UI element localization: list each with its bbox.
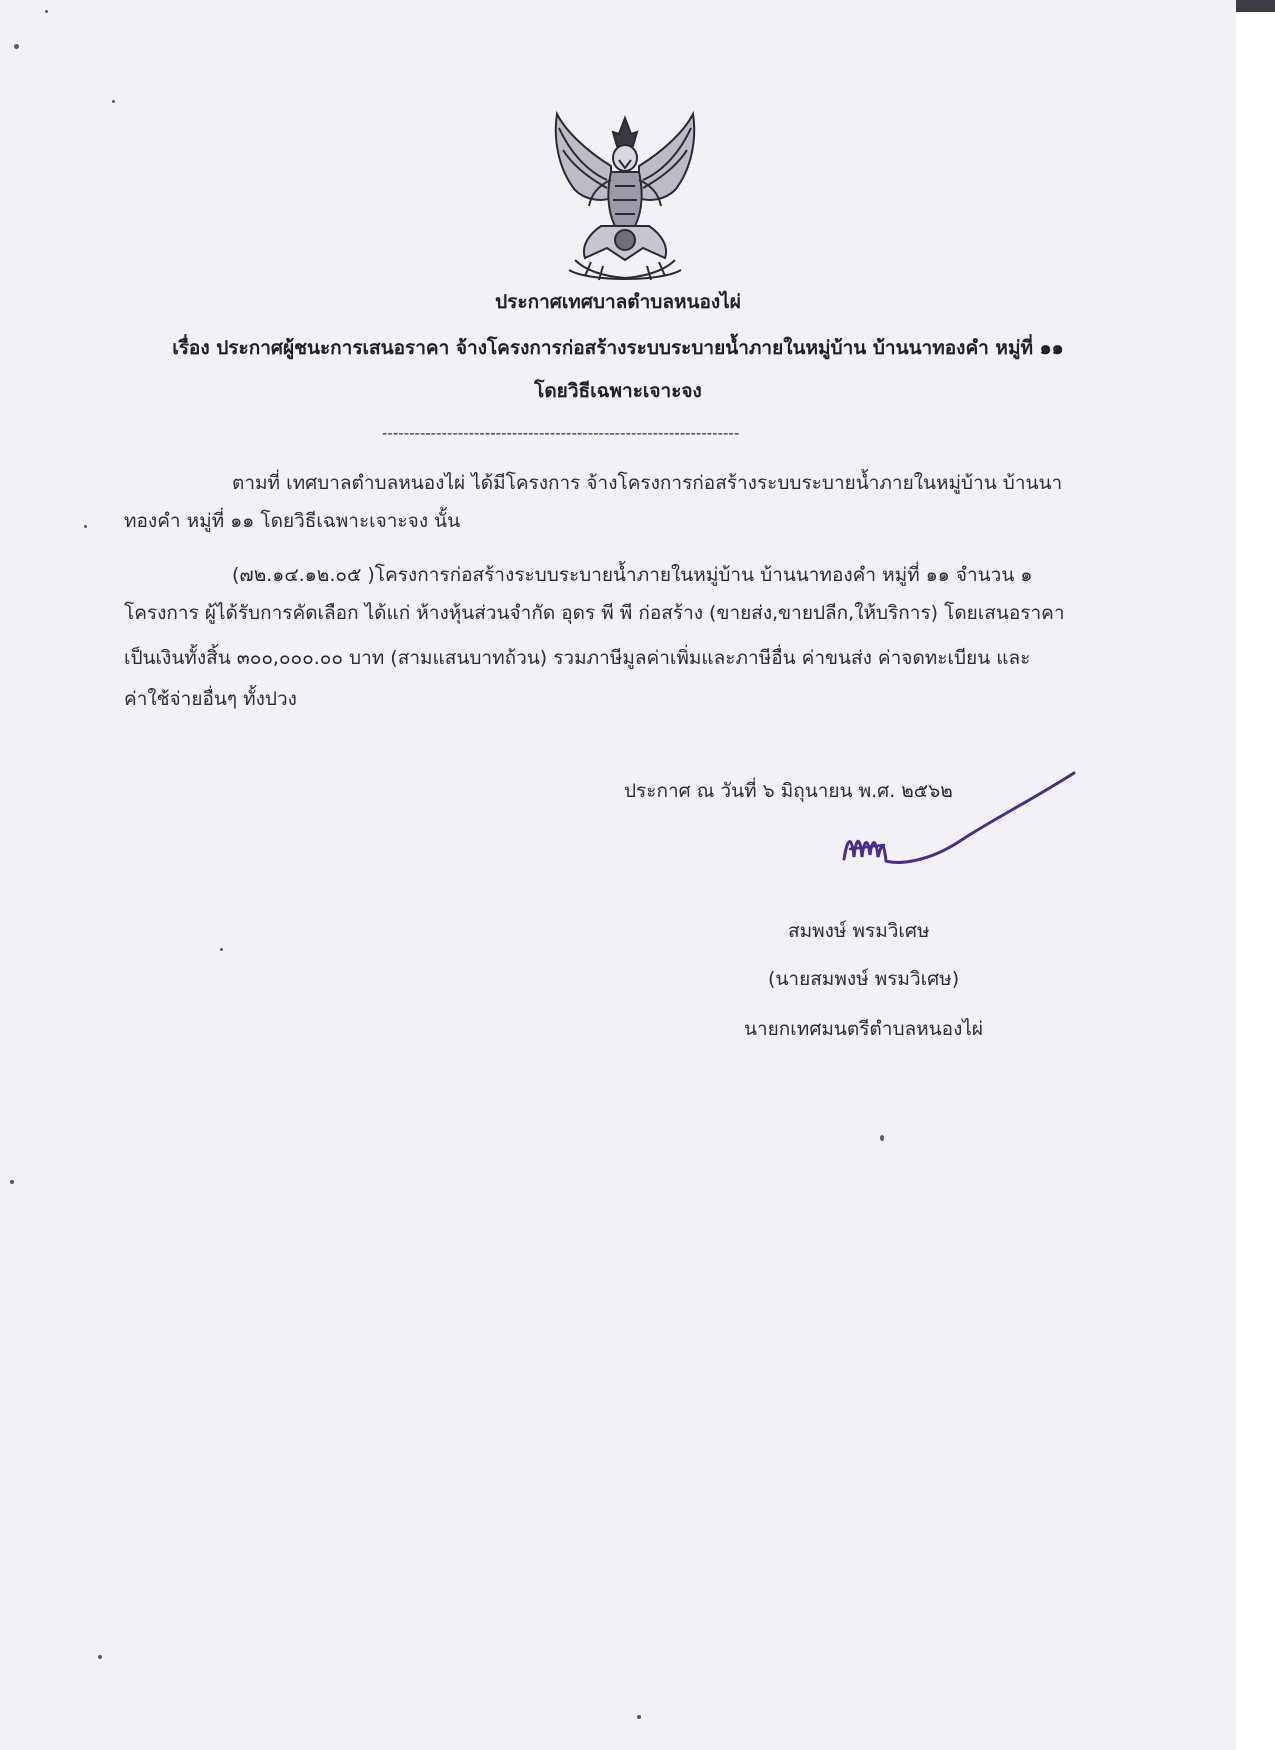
scan-speck [880, 1135, 884, 1141]
paragraph-1-line-2: ทองคำ หมู่ที่ ๑๑ โดยวิธีเฉพาะเจาะจง นั้น [124, 510, 461, 532]
scan-speck [220, 948, 223, 951]
garuda-emblem-icon [545, 110, 705, 285]
scan-speck [637, 1715, 641, 1719]
scan-speck [10, 1180, 14, 1184]
paragraph-2-line-2: โครงการ ผู้ได้รับการคัดเลือก ได้แก่ ห้างหุ้นส่วนจำกัด อุดร พี พี ก่อสร้าง (ขายส่ง,ขายปลีก,ให้บริการ) โดยเสนอราคา [124, 602, 1065, 624]
scan-edge-shadow [1236, 0, 1275, 12]
scan-speck [112, 100, 115, 103]
document-subject: เรื่อง ประกาศผู้ชนะการเสนอราคา จ้างโครงการก่อสร้างระบบระบายน้ำภายในหมู่บ้าน บ้านนาทองคำ หมู่ที่ ๑๑ [172, 337, 1064, 359]
signer-full-name: (นายสมพงษ์ พรมวิเศษ) [768, 968, 960, 990]
signer-name: สมพงษ์ พรมวิเศษ [788, 920, 930, 942]
paragraph-2-line-3: เป็นเงินทั้งสิ้น ๓๐๐,๐๐๐.๐๐ บาท (สามแสนบาทถ้วน) รวมภาษีมูลค่าเพิ่มและภาษีอื่น ค่าขนส่ง ค่าจดทะเบียน และ [124, 647, 1031, 669]
scan-speck [98, 1655, 102, 1659]
signer-position: นายกเทศมนตรีตำบลหนองไผ่ [744, 1018, 984, 1040]
paragraph-2-line-1: (๗๒.๑๔.๑๒.๐๕ )โครงการก่อสร้างระบบระบายน้ำภายในหมู่บ้าน บ้านนาทองคำ หมู่ที่ ๑๑ จำนวน ๑ [232, 564, 1033, 586]
paragraph-2-line-4: ค่าใช้จ่ายอื่นๆ ทั้งปวง [124, 688, 297, 710]
paragraph-1-line-1: ตามที่ เทศบาลตำบลหนองไผ่ ได้มีโครงการ จ้างโครงการก่อสร้างระบบระบายน้ำภายในหมู่บ้าน บ้านนา [232, 472, 1063, 494]
handwritten-signature [840, 765, 1080, 875]
procurement-method: โดยวิธีเฉพาะเจาะจง [534, 380, 702, 402]
document-title: ประกาศเทศบาลตำบลหนองไผ่ [495, 291, 741, 313]
scan-speck [84, 525, 87, 528]
header-divider: ------------------------------------------------------------------ [382, 424, 740, 442]
scan-speck [14, 44, 19, 49]
scan-edge-strip [1236, 0, 1275, 1750]
scan-speck [45, 10, 48, 13]
announcement-date: ประกาศ ณ วันที่ ๖ มิถุนายน พ.ศ. ๒๕๖๒ [624, 780, 953, 802]
